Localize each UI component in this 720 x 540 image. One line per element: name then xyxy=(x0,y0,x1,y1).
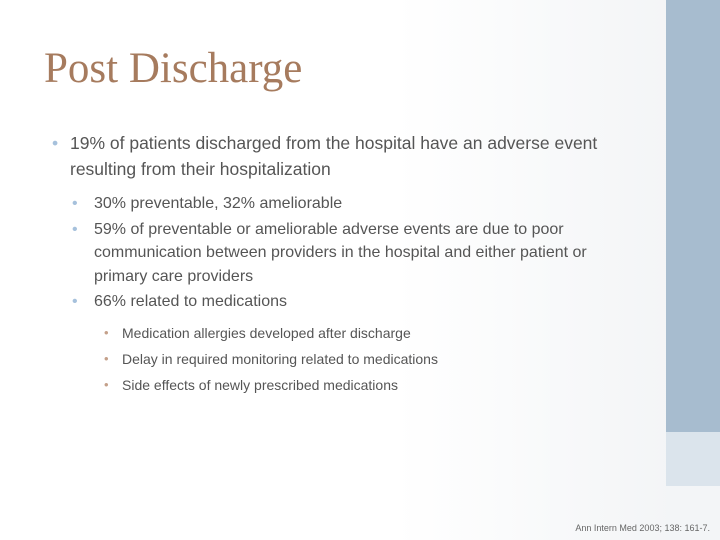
bullet-item-level3 xyxy=(104,346,642,372)
bullet-icon: • xyxy=(52,133,59,153)
slide-title: Post Discharge xyxy=(44,45,303,92)
bullet-icon: • xyxy=(72,220,78,238)
side-accent-band-light xyxy=(666,432,720,486)
bullet-text: 66% related to medications xyxy=(94,293,287,310)
bullet-text: Medication allergies developed after discharge xyxy=(122,324,411,341)
bullet-icon: • xyxy=(72,195,78,212)
bullet-text: 30% preventable, 32% ameliorable xyxy=(94,195,343,212)
bullet-item-level3 xyxy=(104,372,642,398)
bullet-icon: • xyxy=(72,293,78,310)
bullet-text: 19% of patients discharged from the hospital have an adverse event resulting from their hospitalization xyxy=(70,133,598,179)
bullet-text: 59% of preventable or ameliorable adverse events are due to poor communication between providers in the hospital and either patient or primary care providers xyxy=(94,220,587,285)
slide-body xyxy=(52,130,642,398)
side-accent-band xyxy=(666,0,720,432)
bullet-item-level2 xyxy=(72,290,642,314)
bullet-text: Delay in required monitoring related to medications xyxy=(122,350,438,367)
bullet-item-level2 xyxy=(72,218,642,289)
bullet-icon: • xyxy=(104,376,109,392)
bullet-icon: • xyxy=(104,324,109,340)
bullet-item-level2 xyxy=(72,192,642,216)
bullet-text: Side effects of newly prescribed medications xyxy=(122,376,398,393)
bullet-item-level3 xyxy=(104,320,642,346)
citation: Ann Intern Med 2003; 138: 161-7. xyxy=(575,523,710,533)
bullet-item-level1 xyxy=(52,130,642,182)
bullet-icon: • xyxy=(104,350,109,366)
